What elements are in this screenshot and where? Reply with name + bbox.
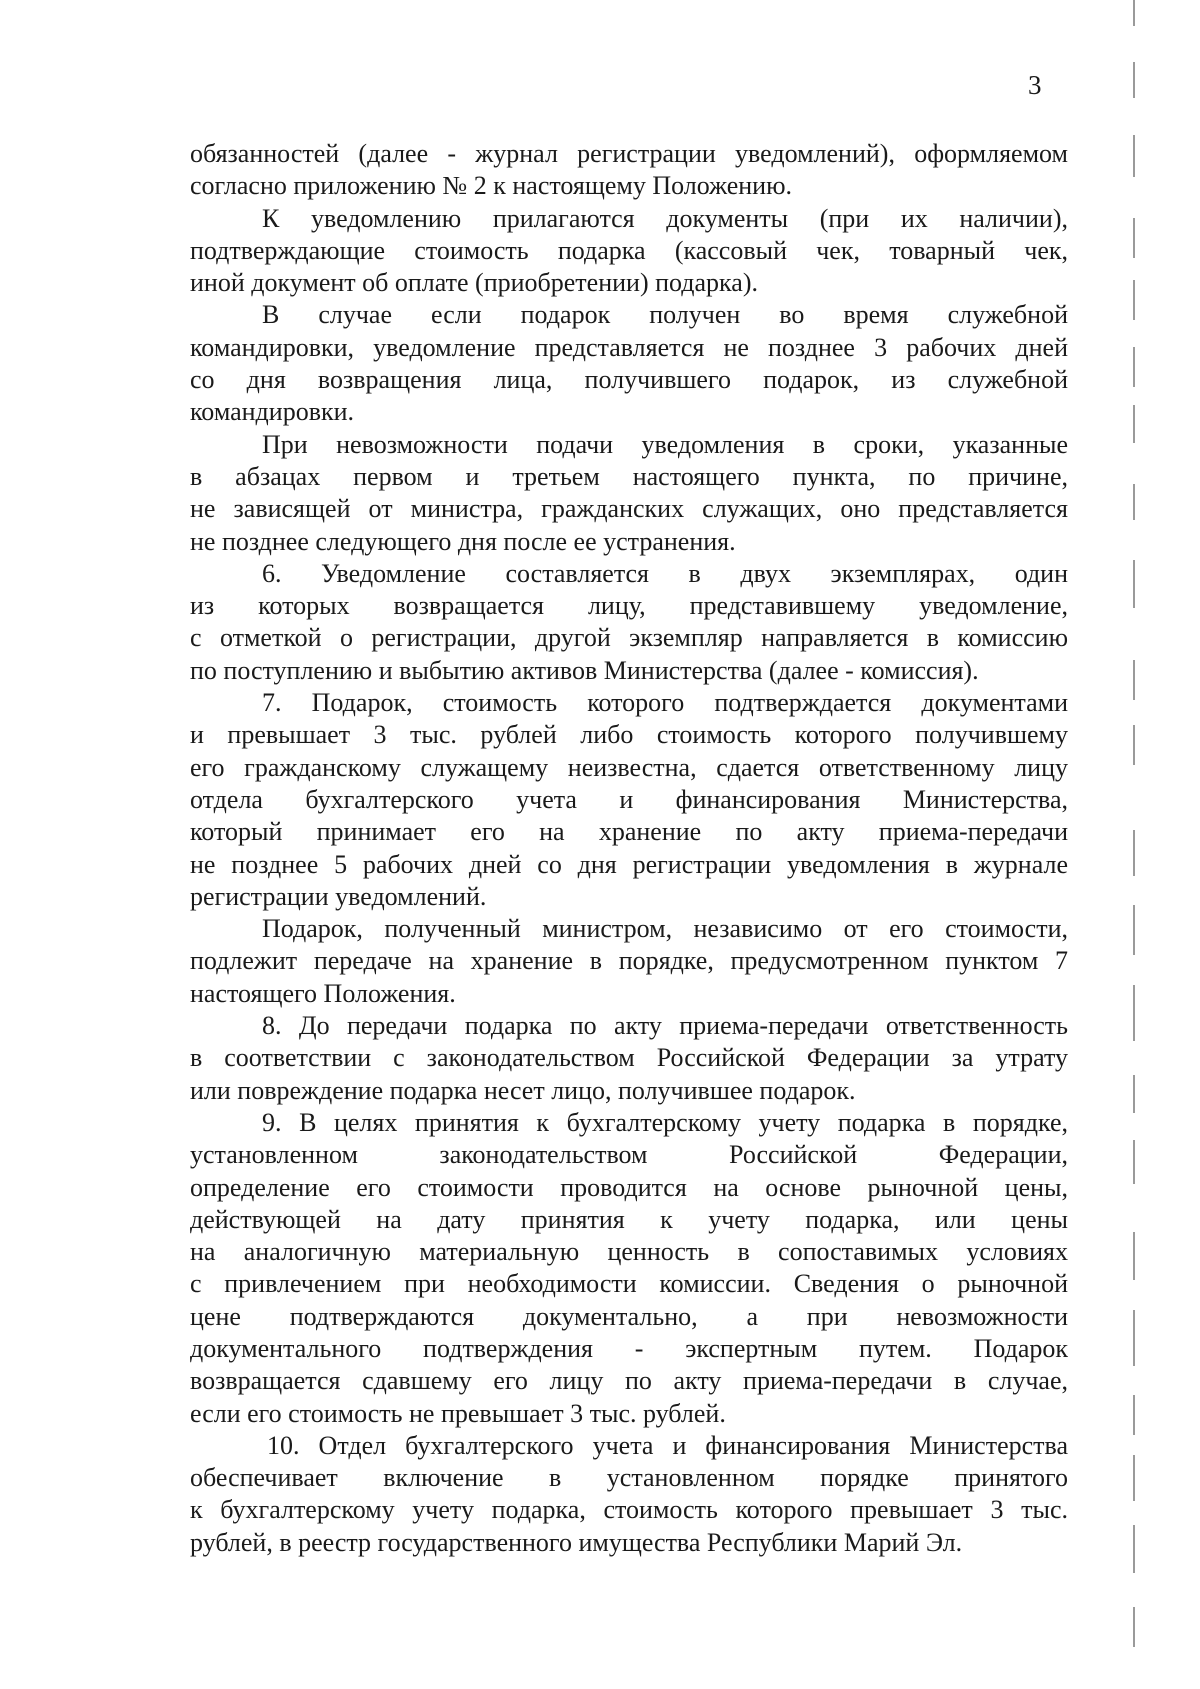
scan-edge-mark: [1133, 1395, 1135, 1435]
scan-edge-mark: [1133, 560, 1135, 608]
scan-edge-mark: [1133, 218, 1135, 258]
scan-edge-mark: [1133, 905, 1135, 955]
scan-edge-mark: [1133, 830, 1135, 876]
text-line: Подарок, полученный министром, независимо от его стоимости,: [262, 914, 1068, 944]
text-line: рублей, в реестр государственного имущества Республики Марий Эл.: [190, 1527, 963, 1557]
text-line: 7. Подарок, стоимость которого подтверждается документами: [262, 688, 1068, 718]
text-line: обеспечивает включение в установленном порядке принятого: [190, 1463, 1068, 1493]
text-line: командировки, уведомление представляется не позднее 3 рабочих дней: [190, 332, 1068, 362]
text-line: настоящего Положения.: [190, 978, 456, 1008]
text-line: на аналогичную материальную ценность в сопоставимых условиях: [190, 1237, 1068, 1267]
text-line: 9. В целях принятия к бухгалтерскому учету подарка в порядке,: [262, 1107, 1068, 1137]
scan-edge-mark: [1133, 1075, 1135, 1113]
text-line: 10. Отдел бухгалтерского учета и финансирования Министерства: [267, 1430, 1068, 1460]
document-body: [190, 138, 1068, 1559]
text-line: в соответствии с законодательством Российской Федерации за утрату: [190, 1043, 1068, 1073]
scan-edge-mark: [1133, 135, 1135, 177]
text-line: или повреждение подарка несет лицо, получившее подарок.: [190, 1075, 856, 1105]
text-line: не зависящей от министра, гражданских служащих, оно представляется: [190, 494, 1068, 524]
text-line: действующей на дату принятия к учету подарка, или цены: [190, 1204, 1068, 1234]
scan-edge-mark: [1133, 405, 1135, 443]
text-line: определение его стоимости проводится на основе рыночной цены,: [190, 1172, 1068, 1202]
scan-edge-mark: [1133, 1310, 1135, 1366]
text-line: К уведомлению прилагаются документы (при их наличии),: [262, 203, 1068, 233]
text-line: подлежит передаче на хранение в порядке, предусмотренном пунктом 7: [190, 946, 1068, 976]
scan-edge-mark: [1133, 347, 1135, 387]
text-line: установленном законодательством Российской Федерации,: [190, 1140, 1068, 1170]
scan-edge-mark: [1133, 1525, 1135, 1573]
scan-edge-mark: [1133, 1140, 1135, 1184]
text-line: со дня возвращения лица, получившего подарок, из служебной: [190, 365, 1068, 395]
text-line: регистрации уведомлений.: [190, 881, 487, 911]
text-line: к бухгалтерскому учету подарка, стоимость которого превышает 3 тыс.: [190, 1495, 1068, 1525]
text-line: и превышает 3 тыс. рублей либо стоимость которого получившему: [190, 720, 1068, 750]
text-line: если его стоимость не превышает 3 тыс. рублей.: [190, 1398, 726, 1428]
text-line: с привлечением при необходимости комиссии. Сведения о рыночной: [190, 1269, 1068, 1299]
text-line: 6. Уведомление составляется в двух экземплярах, один: [262, 558, 1068, 588]
text-line: возвращается сдавшему его лицу по акту приема-передачи в случае,: [190, 1366, 1068, 1396]
scan-edge-mark: [1133, 62, 1135, 98]
scan-edge-mark: [1133, 725, 1135, 765]
text-line: по поступлению и выбытию активов Министерства (далее - комиссия).: [190, 655, 979, 685]
text-line: который принимает его на хранение по акту приема-передачи: [190, 817, 1068, 847]
text-line: его гражданскому служащему неизвестна, сдается ответственному лицу: [190, 752, 1068, 782]
text-line: с отметкой о регистрации, другой экземпляр направляется в комиссию: [190, 623, 1068, 653]
text-line: иной документ об оплате (приобретении) подарка).: [190, 268, 758, 298]
text-line: командировки.: [190, 397, 355, 427]
text-line: подтверждающие стоимость подарка (кассовый чек, товарный чек,: [190, 235, 1068, 265]
text-line: документального подтверждения - экспертным путем. Подарок: [190, 1333, 1068, 1363]
text-line: не позднее 5 рабочих дней со дня регистрации уведомления в журнале: [190, 849, 1068, 879]
scan-edge-mark: [1133, 660, 1135, 700]
text-line: При невозможности подачи уведомления в сроки, указанные: [262, 429, 1068, 459]
text-line: согласно приложению № 2 к настоящему Положению.: [190, 171, 793, 201]
page-number: 3: [1028, 70, 1042, 100]
scan-edge-mark: [1133, 1607, 1135, 1647]
scan-edge-mark: [1133, 1232, 1135, 1280]
text-line: отдела бухгалтерского учета и финансирования Министерства,: [190, 784, 1068, 814]
text-line: В случае если подарок получен во время служебной: [262, 300, 1068, 330]
text-line: цене подтверждаются документально, а при невозможности: [190, 1301, 1068, 1331]
text-line: в абзацах первом и третьем настоящего пункта, по причине,: [190, 461, 1068, 491]
scan-edge-mark: [1133, 484, 1135, 520]
text-line: обязанностей (далее - журнал регистрации уведомлений), оформляемом: [190, 139, 1068, 168]
scan-edge-mark: [1133, 280, 1135, 320]
text-line: из которых возвращается лицу, представившему уведомление,: [190, 591, 1068, 621]
scan-edge-mark: [1133, 985, 1135, 1041]
scan-edge-mark: [1133, 0, 1135, 26]
text-line: 8. До передачи подарка по акту приема-передачи ответственность: [262, 1011, 1068, 1041]
text-line: не позднее следующего дня после ее устранения.: [190, 526, 736, 556]
scan-edge-mark: [1133, 1455, 1135, 1501]
